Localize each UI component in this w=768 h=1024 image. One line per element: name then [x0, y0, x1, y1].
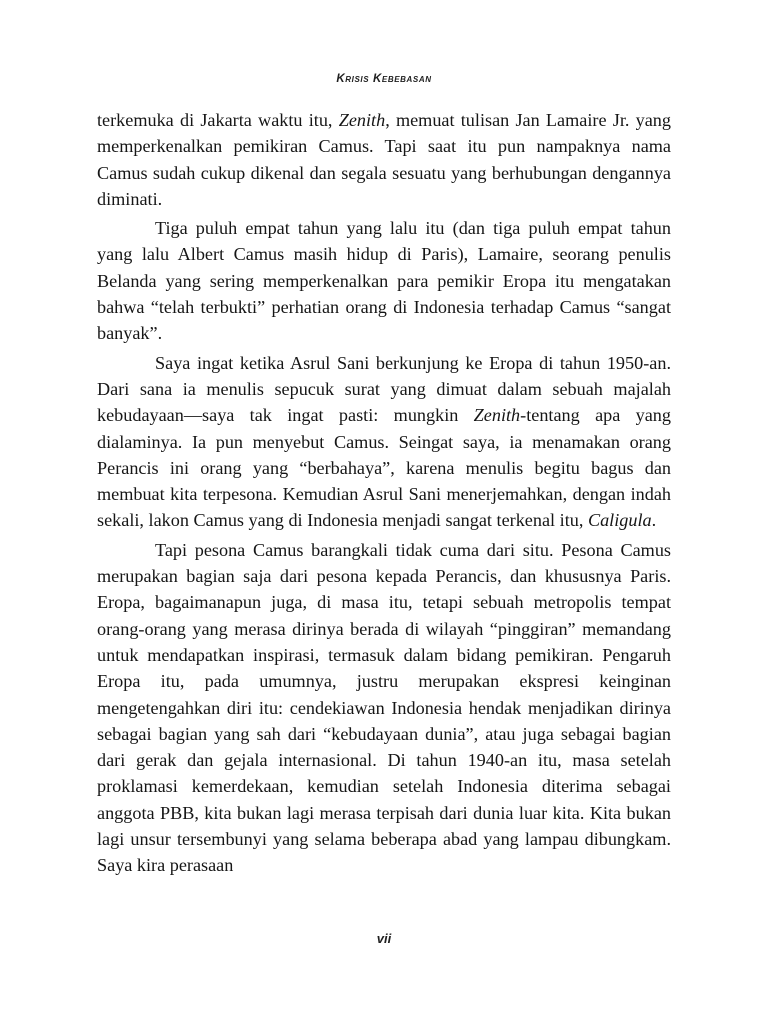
page-number: vii: [376, 931, 392, 946]
text-run: terkemuka di Jakarta waktu itu,: [97, 110, 339, 130]
paragraph: [97, 350, 671, 534]
italic-title: Caligula: [587, 510, 652, 531]
paragraph: [97, 537, 671, 879]
paragraph: [97, 215, 671, 346]
text-run: Saya ingat ketika Asrul Sani berkunjung ke Eropa di tahun 1950-an. Dari sana ia menulis sepucuk surat yang dimuat dalam sebuah majalah kebudayaan—saya tak ingat pasti: mungkin: [97, 352, 671, 426]
italic-title: Zenith: [473, 405, 521, 426]
italic-title: Zenith: [338, 110, 386, 130]
text-run: Tapi pesona Camus barangkali tidak cuma dari situ. Pesona Camus merupakan bagian saja dari pesona kepada Perancis, dan khususnya Paris. Eropa, bagaimanapun juga, di masa itu, tetapi sebuah metropolis tempat orang-orang yang merasa dirinya berada di wilayah “pinggiran” memandang untuk mendapatkan inspirasi, termasuk dalam bidang pemikiran. Pengaruh Eropa itu, pada umumnya, justru merupakan ekspresi keinginan mengetengahkan diri itu: cendekiawan Indonesia hendak menjadikan dirinya sebagai bagian yang sah dari “kebudayaan dunia”, atau juga sebagai bagian dari gerak dan gejala internasional. Di tahun 1940-an itu, masa setelah proklamasi kemerdekaan, kemudian setelah Indonesia diterima sebagai anggota PBB, kita bukan lagi merasa terpisah dari dunia luar kita. Kita bukan lagi unsur tersembunyi yang selama beberapa abad yang lampau dibungkam. Saya kira perasaan: [97, 539, 671, 876]
running-head: Krisis Kebebasan: [336, 73, 432, 85]
text-run: .: [651, 510, 657, 531]
text-run: Tiga puluh empat tahun yang lalu itu (dan tiga puluh empat tahun yang lalu Albert Camus masih hidup di Paris), Lamaire, seorang penulis Belanda yang sering memperkenalkan para pemikir Eropa itu mengatakan bahwa “telah terbukti” perhatian orang di Indonesia terhadap Camus “sangat banyak”.: [97, 218, 671, 344]
text-run: , memuat tulisan Jan Lamaire Jr. yang memperkenalkan pemikiran Camus. Tapi saat itu pun nampaknya nama Camus sudah cukup dikenal dan segala sesuatu yang berhubungan dengannya diminati.: [97, 110, 671, 209]
body-text: [97, 107, 671, 882]
paragraph: [97, 107, 671, 212]
text-run: -tentang apa yang dialaminya. Ia pun menyebut Camus. Seingat saya, ia menamakan orang Perancis ini orang yang “berbahaya”, karena menulis begitu bagus dan membuat kita terpesona. Kemudian Asrul Sani menerjemahkan, dengan indah sekali, lakon Camus yang di Indonesia menjadi sangat terkenal itu,: [97, 405, 671, 531]
